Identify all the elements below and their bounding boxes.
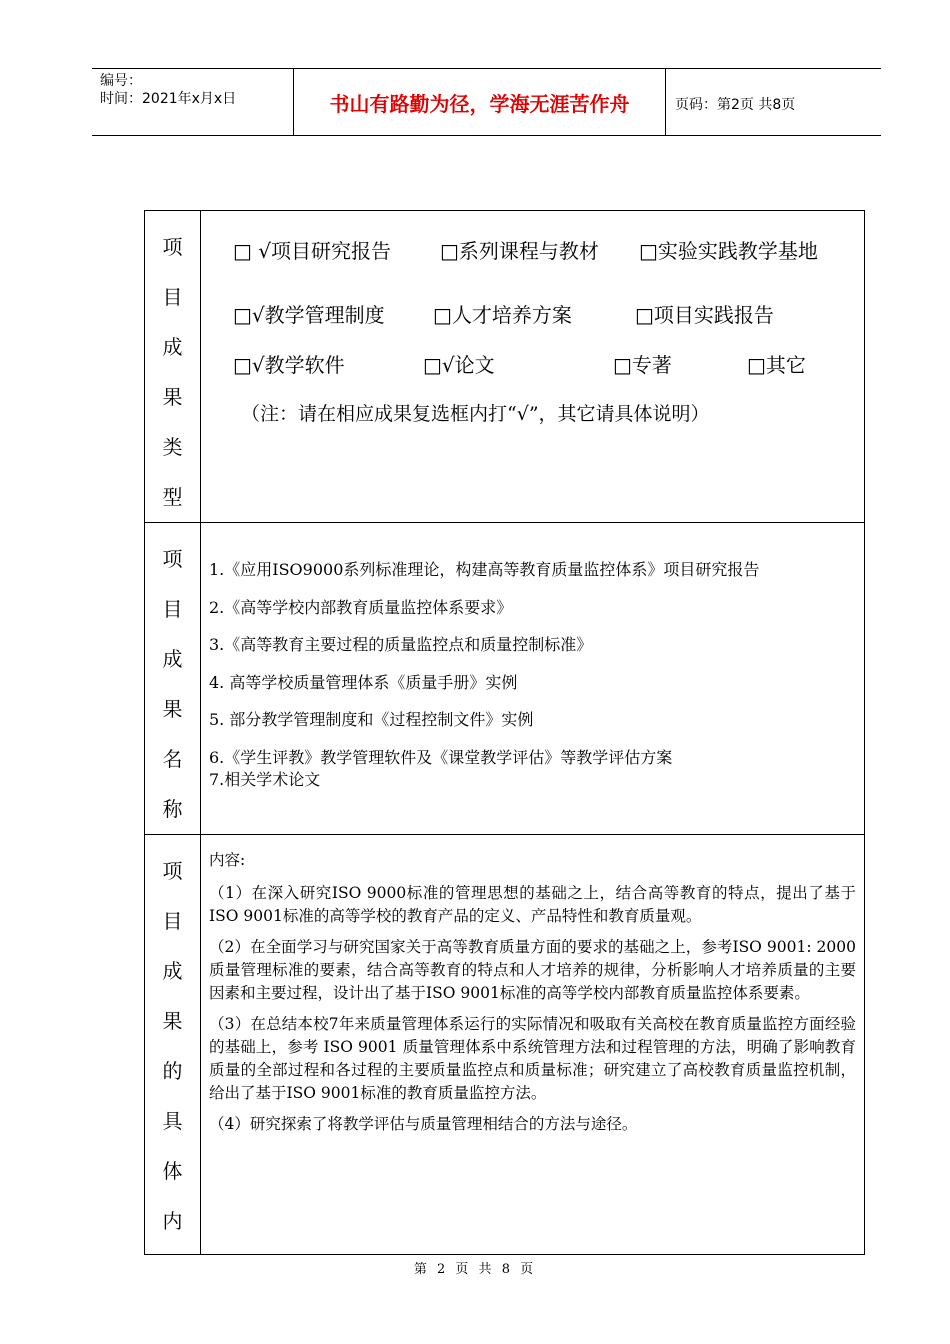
content-paragraph: （4）研究探索了将教学评估与质量管理相结合的方法与途径。	[209, 1115, 638, 1133]
label-char: 体	[162, 1159, 183, 1183]
row-achievement-type	[145, 211, 865, 523]
name-item: 7.相关学术论文	[209, 769, 321, 789]
checkbox-training-plan[interactable]: □人才培养方案	[433, 303, 572, 327]
label-char: 果	[162, 697, 183, 721]
type-line	[233, 299, 864, 349]
label-char: 型	[162, 485, 183, 509]
header-divider-right	[665, 68, 666, 135]
label-char: 类	[162, 435, 183, 459]
label-char: 项	[162, 859, 183, 883]
label-char: 成	[162, 335, 183, 359]
label-achievement-content	[145, 835, 201, 1255]
name-item: 4. 高等学校质量管理体系《质量手册》实例	[209, 672, 518, 692]
label-char: 名	[162, 747, 183, 771]
type-note: （注：请在相应成果复选框内打“√”，其它请具体说明）	[241, 403, 710, 425]
checkbox-paper[interactable]: □√论文	[423, 353, 495, 377]
checkbox-research-report[interactable]: □ √项目研究报告	[233, 239, 391, 263]
label-char: 果	[162, 1009, 183, 1033]
type-line	[233, 349, 864, 399]
name-item: 5. 部分教学管理制度和《过程控制文件》实例	[209, 710, 534, 729]
header-motto: 书山有路勤为径，学海无涯苦作舟	[329, 92, 630, 116]
label-char: 成	[162, 647, 183, 671]
label-achievement-type	[145, 211, 201, 523]
time-label: 时间：2021年x月x日	[100, 91, 237, 107]
label-char: 项	[162, 547, 183, 571]
type-line	[233, 235, 864, 285]
cell-achievement-content	[201, 835, 865, 1255]
checkbox-practice-report[interactable]: □项目实践报告	[635, 303, 774, 327]
checkbox-course-materials[interactable]: □系列课程与教材	[440, 239, 599, 263]
row-achievement-content	[145, 835, 865, 1255]
label-char: 目	[162, 285, 183, 309]
label-char: 称	[162, 797, 183, 821]
row-achievement-name	[145, 523, 865, 835]
page-footer: 第 2 页 共 8 页	[413, 1262, 537, 1277]
content-paragraph: （2）在全面学习与研究国家关于高等教育质量方面的要求的基础之上，参考ISO 9001: 2000质量管理标准的要素，结合高等教育的特点和人才培养的规律，分析影响人才培养质量的主要因素和主要过程，设计出了基于ISO 9001标准的高等学校内部教育质量监控体系要素。	[209, 938, 856, 1002]
name-item: 3.《高等教育主要过程的质量监控点和质量控制标准》	[209, 635, 593, 654]
name-item: 1.《应用ISO9000系列标准理论，构建高等教育质量监控体系》项目研究报告	[209, 560, 760, 579]
content-paragraph: （1）在深入研究ISO 9000标准的管理思想的基础之上，结合高等教育的特点，提出了基于ISO 9001标准的高等学校的教育产品的定义、产品特性和教育质量观。	[209, 884, 856, 925]
header-page-label: 页码：第2页 共8页	[675, 97, 796, 113]
serial-label: 编号：	[100, 73, 142, 89]
header-meta	[100, 72, 236, 108]
label-char: 果	[162, 385, 183, 409]
header-bottom-rule	[92, 135, 881, 136]
content-paragraph: （3）在总结本校7年来质量管理体系运行的实际情况和吸取有关高校在教育质量监控方面经验的基础上，参考 ISO 9001 质量管理体系中系统管理方法和过程管理的方法，明确了影响教育质量的全部过程和各过程的主要质量监控点和质量标准；研究建立了高校教育质量监控机制，给出了基于ISO 9001标准的教育质量监控方法。	[209, 1015, 856, 1102]
label-achievement-name	[145, 523, 201, 835]
content-heading: 内容:	[209, 851, 246, 869]
label-char: 项	[162, 235, 183, 259]
name-item: 6.《学生评教》教学管理软件及《课堂教学评估》等教学评估方案	[209, 747, 673, 767]
cell-achievement-types	[201, 211, 865, 523]
name-item: 2.《高等学校内部教育质量监控体系要求》	[209, 597, 513, 617]
label-char: 具	[162, 1109, 183, 1133]
achievement-table	[144, 210, 865, 1255]
label-char: 目	[162, 909, 183, 933]
checkbox-management-system[interactable]: □√教学管理制度	[233, 303, 385, 327]
checkbox-monograph[interactable]: □专著	[613, 353, 672, 377]
label-char: 的	[162, 1059, 183, 1083]
label-char: 内	[162, 1209, 183, 1233]
cell-achievement-names	[201, 523, 865, 835]
checkbox-other[interactable]: □其它	[747, 353, 806, 377]
checkbox-teaching-software[interactable]: □√教学软件	[233, 353, 345, 377]
label-char: 成	[162, 959, 183, 983]
checkbox-practice-base[interactable]: □实验实践教学基地	[639, 239, 818, 263]
label-char: 目	[162, 597, 183, 621]
header-top-rule	[92, 68, 881, 69]
